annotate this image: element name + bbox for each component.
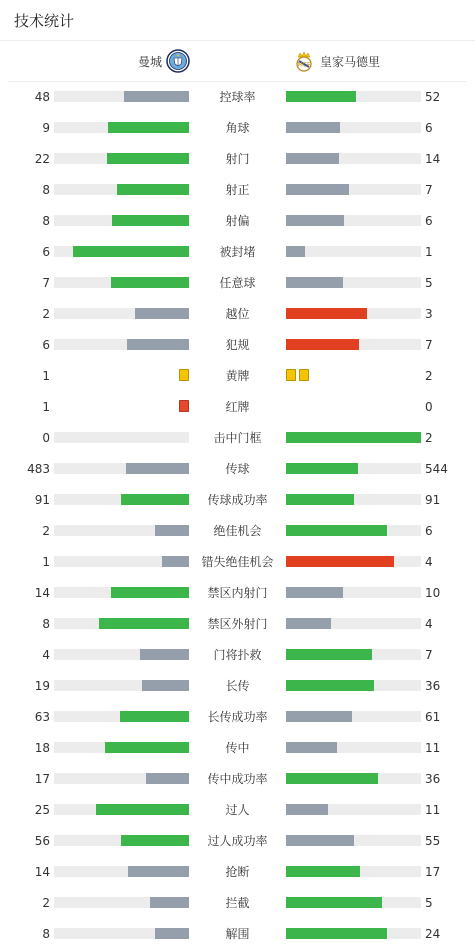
home-bar-fill: [105, 742, 189, 753]
away-bar-fill: [286, 308, 367, 319]
stat-label: 射偏: [225, 214, 250, 228]
header: [0, 0, 475, 41]
stat-label: 门将扑救: [213, 648, 262, 662]
home-bar-fill: [162, 556, 189, 567]
away-value: 36: [425, 772, 441, 786]
stat-row: [0, 701, 475, 732]
away-bar-fill: [286, 773, 378, 784]
home-value: 56: [34, 834, 50, 848]
home-value: 25: [34, 803, 50, 817]
away-bar-track: [286, 649, 421, 660]
home-bar-track: [54, 773, 189, 784]
away-value: 55: [425, 834, 441, 848]
stat-label: 传中成功率: [207, 772, 268, 786]
home-value: 0: [42, 431, 50, 445]
stat-row: [0, 825, 475, 856]
home-bar-track: [54, 215, 189, 226]
stat-row: [0, 639, 475, 670]
stat-row: [0, 360, 475, 391]
stat-label: 控球率: [219, 90, 256, 104]
stat-label: 传球: [225, 462, 250, 476]
away-bar-fill: [286, 153, 339, 164]
away-value: 4: [425, 617, 433, 631]
home-value: 1: [42, 369, 50, 383]
home-bar-track: [54, 711, 189, 722]
away-bar-fill: [286, 184, 349, 195]
away-team[interactable]: [292, 49, 384, 73]
away-value: 10: [425, 586, 441, 600]
home-bar-fill: [155, 928, 189, 939]
home-bar-fill: [146, 773, 189, 784]
svg-text:MCF: MCF: [297, 61, 311, 69]
stat-row: [0, 112, 475, 143]
home-bar-fill: [126, 463, 189, 474]
home-value: 1: [42, 400, 50, 414]
home-bar-track: [54, 494, 189, 505]
away-bar-track: [286, 308, 421, 319]
away-bar-track: [286, 711, 421, 722]
away-bar-fill: [286, 680, 374, 691]
away-bar-fill: [286, 339, 359, 350]
away-value: 5: [425, 896, 433, 910]
away-value: 5: [425, 276, 433, 290]
away-bar-track: [286, 587, 421, 598]
home-value: 483: [27, 462, 50, 476]
stat-label: 传中: [225, 741, 250, 755]
home-bar-track: [54, 587, 189, 598]
home-bar-fill: [111, 587, 189, 598]
home-value: 2: [42, 524, 50, 538]
away-bar-track: [286, 339, 421, 350]
home-bar-track: [54, 649, 189, 660]
home-bar-track: [54, 556, 189, 567]
home-bar-fill: [128, 866, 189, 877]
away-bar-track: [286, 618, 421, 629]
away-bar-fill: [286, 215, 344, 226]
home-bar-track: [54, 835, 189, 846]
stat-row: [0, 205, 475, 236]
home-bar-fill: [150, 897, 189, 908]
away-bar-fill: [286, 649, 372, 660]
away-bar-track: [286, 742, 421, 753]
yellow-card-icon: [179, 369, 189, 381]
home-bar-fill: [117, 184, 189, 195]
stat-label: 黄牌: [225, 369, 250, 383]
home-bar-track: [54, 91, 189, 102]
stat-row: [0, 856, 475, 887]
home-bar-track: [54, 928, 189, 939]
away-bar-fill: [286, 804, 328, 815]
home-bar-track: [54, 866, 189, 877]
yellow-card-icon: [286, 369, 296, 381]
home-bar-fill: [140, 649, 189, 660]
away-bar-fill: [286, 587, 343, 598]
man-city-badge-icon: [166, 49, 190, 73]
away-value: 7: [425, 648, 433, 662]
home-bar-fill: [135, 308, 189, 319]
away-value: 6: [425, 524, 433, 538]
home-bar-track: [54, 742, 189, 753]
away-bar-track: [286, 463, 421, 474]
away-bar-track: [286, 494, 421, 505]
stat-row: [0, 670, 475, 701]
home-value: 19: [34, 679, 50, 693]
home-value: 63: [34, 710, 50, 724]
away-bar-fill: [286, 91, 356, 102]
stat-row: [0, 515, 475, 546]
stat-label: 长传成功率: [207, 710, 268, 724]
stat-row: [0, 763, 475, 794]
away-bar-fill: [286, 618, 331, 629]
home-bar-track: [54, 308, 189, 319]
stat-row: [0, 236, 475, 267]
stat-label: 解围: [225, 927, 250, 941]
stat-row: [0, 732, 475, 763]
home-value: 14: [34, 586, 50, 600]
home-value: 8: [42, 183, 50, 197]
away-value: 6: [425, 121, 433, 135]
home-value: 8: [42, 927, 50, 941]
home-bar-fill: [112, 215, 189, 226]
away-bar-fill: [286, 835, 354, 846]
home-bar-fill: [111, 277, 189, 288]
stat-label: 禁区外射门: [207, 617, 268, 631]
away-bar-track: [286, 215, 421, 226]
stat-label: 禁区内射门: [207, 586, 268, 600]
home-team-name: 曼城: [137, 54, 162, 69]
home-bar-track: [54, 680, 189, 691]
home-bar-fill: [107, 153, 189, 164]
stat-label: 任意球: [219, 276, 256, 290]
stat-label: 过人成功率: [207, 834, 268, 848]
home-bar-track: [54, 897, 189, 908]
stat-row: [0, 174, 475, 205]
stat-row: [0, 267, 475, 298]
away-bar-fill: [286, 463, 358, 474]
stat-label: 红牌: [225, 400, 250, 414]
stat-label: 射门: [225, 152, 250, 166]
yellow-card-icon: [299, 369, 309, 381]
home-cards: [179, 369, 189, 383]
stat-row: [0, 391, 475, 422]
away-bar-track: [286, 680, 421, 691]
home-bar-fill: [121, 494, 189, 505]
away-value: 17: [425, 865, 441, 879]
home-value: 22: [34, 152, 50, 166]
stat-row: [0, 546, 475, 577]
stat-label: 错失绝佳机会: [201, 555, 274, 569]
stat-row: [0, 608, 475, 639]
home-cards: [179, 400, 189, 414]
stat-label: 击中门框: [213, 431, 262, 445]
home-value: 6: [42, 338, 50, 352]
home-bar-fill: [73, 246, 189, 257]
home-bar-fill: [96, 804, 189, 815]
away-value: 4: [425, 555, 433, 569]
home-bar-track: [54, 153, 189, 164]
home-bar-fill: [142, 680, 189, 691]
home-bar-fill: [120, 711, 189, 722]
stat-label: 越位: [225, 307, 250, 321]
away-bar-fill: [286, 711, 352, 722]
home-bar-track: [54, 339, 189, 350]
home-bar-fill: [124, 91, 189, 102]
home-bar-track: [54, 463, 189, 474]
away-value: 6: [425, 214, 433, 228]
away-bar-fill: [286, 556, 394, 567]
page-title: 技术统计: [14, 12, 75, 30]
away-value: 52: [425, 90, 441, 104]
home-bar-track: [54, 122, 189, 133]
home-value: 6: [42, 245, 50, 259]
away-value: 91: [425, 493, 441, 507]
home-value: 2: [42, 896, 50, 910]
stat-row: [0, 422, 475, 453]
real-madrid-badge-icon: [292, 49, 316, 73]
home-value: 8: [42, 617, 50, 631]
stat-row: [0, 453, 475, 484]
stat-row: [0, 794, 475, 825]
home-value: 9: [42, 121, 50, 135]
stat-row: [0, 577, 475, 608]
home-bar-track: [54, 432, 189, 443]
stat-label: 绝佳机会: [213, 524, 262, 538]
stat-row: [0, 143, 475, 174]
away-bar-fill: [286, 525, 387, 536]
home-bar-track: [54, 525, 189, 536]
home-value: 4: [42, 648, 50, 662]
stat-row: [0, 329, 475, 360]
home-value: 17: [34, 772, 50, 786]
home-value: 8: [42, 214, 50, 228]
away-bar-track: [286, 525, 421, 536]
stat-label: 被封堵: [219, 245, 256, 259]
away-bar-track: [286, 432, 421, 443]
teams-header: [8, 41, 466, 82]
away-value: 7: [425, 338, 433, 352]
away-bar-track: [286, 866, 421, 877]
stat-label: 长传: [225, 679, 250, 693]
away-bar-fill: [286, 494, 354, 505]
away-team-name: 皇家马德里: [320, 54, 381, 69]
stat-label: 传球成功率: [207, 493, 268, 507]
home-value: 14: [34, 865, 50, 879]
away-bar-track: [286, 804, 421, 815]
away-value: 2: [425, 431, 433, 445]
stat-row: [0, 918, 475, 949]
away-value: 61: [425, 710, 441, 724]
away-bar-track: [286, 277, 421, 288]
stat-label: 拦截: [225, 896, 250, 910]
home-bar-track: [54, 246, 189, 257]
home-bar-fill: [155, 525, 189, 536]
stat-label: 角球: [225, 121, 250, 135]
away-value: 3: [425, 307, 433, 321]
away-value: 1: [425, 245, 433, 259]
away-bar-fill: [286, 277, 343, 288]
away-value: 11: [425, 803, 441, 817]
away-bar-track: [286, 835, 421, 846]
home-value: 91: [34, 493, 50, 507]
stat-label: 射正: [225, 183, 250, 197]
away-bar-fill: [286, 928, 387, 939]
away-value: 0: [425, 400, 433, 414]
home-bar-track: [54, 277, 189, 288]
home-bar-fill: [121, 835, 189, 846]
away-bar-fill: [286, 432, 421, 443]
away-bar-track: [286, 928, 421, 939]
home-bar-fill: [99, 618, 189, 629]
stat-label: 过人: [225, 803, 250, 817]
away-value: 14: [425, 152, 441, 166]
away-bar-fill: [286, 866, 360, 877]
away-bar-fill: [286, 122, 340, 133]
away-value: 36: [425, 679, 441, 693]
home-bar-track: [54, 804, 189, 815]
away-bar-fill: [286, 246, 305, 257]
away-bar-fill: [286, 742, 337, 753]
away-bar-track: [286, 122, 421, 133]
red-card-icon: [179, 400, 189, 412]
stat-label: 犯规: [225, 338, 250, 352]
away-bar-track: [286, 246, 421, 257]
away-value: 544: [425, 462, 448, 476]
stat-row: [0, 887, 475, 918]
stat-row: [0, 298, 475, 329]
away-value: 24: [425, 927, 441, 941]
stat-row: [0, 484, 475, 515]
home-value: 7: [42, 276, 50, 290]
away-bar-fill: [286, 897, 382, 908]
home-bar-fill: [127, 339, 189, 350]
home-value: 1: [42, 555, 50, 569]
away-bar-track: [286, 184, 421, 195]
home-bar-track: [54, 184, 189, 195]
home-value: 18: [34, 741, 50, 755]
stat-row: [0, 81, 475, 112]
away-value: 7: [425, 183, 433, 197]
home-bar-fill: [108, 122, 189, 133]
away-value: 11: [425, 741, 441, 755]
away-bar-track: [286, 91, 421, 102]
home-team[interactable]: [134, 49, 190, 73]
home-value: 48: [34, 90, 50, 104]
home-bar-track: [54, 618, 189, 629]
away-bar-track: [286, 556, 421, 567]
away-cards: [286, 369, 309, 383]
away-bar-track: [286, 897, 421, 908]
away-bar-track: [286, 773, 421, 784]
stat-label: 抢断: [225, 865, 250, 879]
away-bar-track: [286, 153, 421, 164]
away-value: 2: [425, 369, 433, 383]
home-value: 2: [42, 307, 50, 321]
